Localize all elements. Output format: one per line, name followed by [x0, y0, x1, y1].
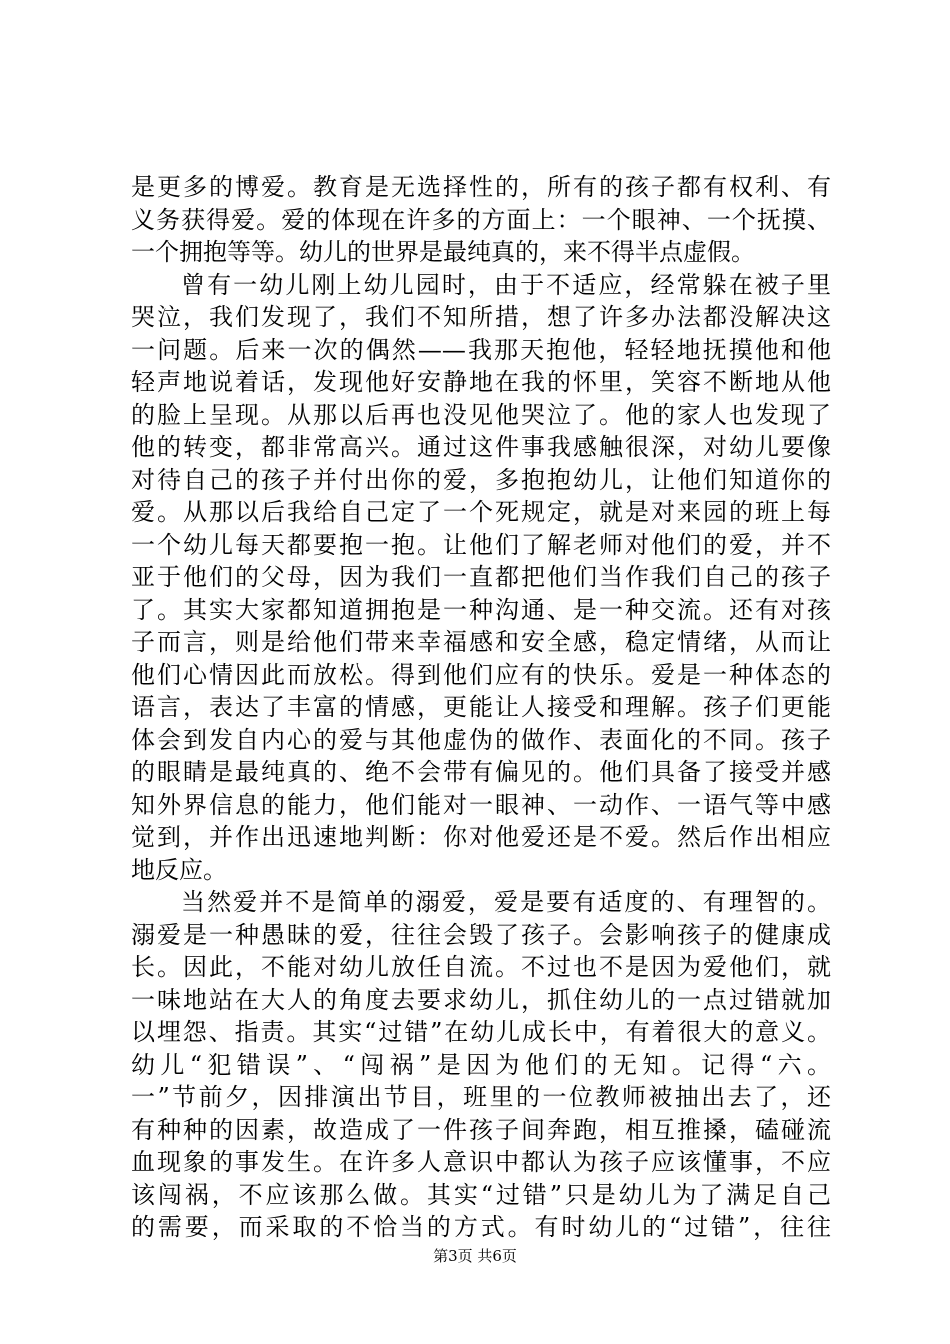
- text-line: 语言，表达了丰富的情感，更能让人接受和理解。孩子们更能: [131, 693, 831, 721]
- text-line: 爱。从那以后我给自己定了一个死规定，就是对来园的班上每: [131, 498, 831, 526]
- text-line: 的需要，而采取的不恰当的方式。有时幼儿的“过错”，往往: [131, 1213, 831, 1241]
- text-line: 对待自己的孩子并付出你的爱，多抱抱幼儿，让他们知道你的: [131, 465, 831, 494]
- text-line: 知外界信息的能力，他们能对一眼神、一动作、一语气等中感: [131, 790, 831, 819]
- text-line: 血现象的事发生。在许多人意识中都认为孩子应该懂事，不应: [131, 1148, 831, 1176]
- body-text: [131, 171, 831, 1244]
- text-line: 溺爱是一种愚昧的爱，往往会毁了孩子。会影响孩子的健康成: [131, 920, 831, 949]
- text-line: 义务获得爱。爱的体现在许多的方面上：一个眼神、一个抚摸、: [131, 205, 831, 234]
- text-line: 是更多的博爱。教育是无选择性的，所有的孩子都有权利、有: [131, 173, 831, 201]
- text-line: 该闯祸，不应该那么做。其实“过错”只是幼儿为了满足自己: [131, 1180, 831, 1209]
- text-line: 体会到发自内心的爱与其他虚伪的做作、表面化的不同。孩子: [131, 725, 831, 754]
- text-line: 长。因此，不能对幼儿放任自流。不过也不是因为爱他们，就: [131, 953, 831, 981]
- text-line: 他的转变，都非常高兴。通过这件事我感触很深，对幼儿要像: [131, 433, 831, 461]
- text-line: 子而言，则是给他们带来幸福感和安全感，稳定情绪，从而让: [131, 628, 831, 656]
- text-line: 有种种的因素，故造成了一件孩子间奔跑，相互推搡，磕碰流: [131, 1115, 831, 1144]
- text-line: 亚于他们的父母，因为我们一直都把他们当作我们自己的孩子: [131, 563, 831, 591]
- text-line: 一个拥抱等等。幼儿的世界是最纯真的，来不得半点虚假。: [131, 238, 755, 266]
- text-line: 一味地站在大人的角度去要求幼儿，抓住幼儿的一点过错就加: [131, 985, 831, 1014]
- text-line: 的眼睛是最纯真的、绝不会带有偏见的。他们具备了接受并感: [131, 758, 831, 786]
- text-line: 他们心情因此而放松。得到他们应有的快乐。爱是一种体态的: [131, 660, 831, 689]
- text-line: 曾有一幼儿刚上幼儿园时，由于不适应，经常躲在被子里: [181, 270, 831, 299]
- page-footer: 第3页 共6页: [433, 1247, 517, 1265]
- text-line: 哭泣，我们发现了，我们不知所措，想了许多办法都没解决这: [131, 303, 831, 331]
- text-line: 觉到，并作出迅速地判断：你对他爱还是不爱。然后作出相应: [131, 823, 831, 851]
- text-line: 一”节前夕，因排演出节目，班里的一位教师被抽出去了，还: [131, 1083, 831, 1111]
- text-line: 一个幼儿每天都要抱一抱。让他们了解老师对他们的爱，并不: [131, 530, 831, 559]
- text-line: 当然爱并不是简单的溺爱，爱是要有适度的、有理智的。: [181, 888, 831, 916]
- text-line: 轻声地说着话，发现他好安静地在我的怀里，笑容不断地从他: [131, 368, 831, 396]
- text-line: 的脸上呈现。从那以后再也没见他哭泣了。他的家人也发现了: [131, 400, 831, 429]
- text-line: 地反应。: [131, 855, 227, 884]
- text-line: 幼儿“犯错误”、“闯祸”是因为他们的无知。记得“六。: [131, 1050, 831, 1079]
- text-line: 一问题。后来一次的偶然——我那天抱他，轻轻地抚摸他和他: [131, 335, 831, 364]
- text-line: 以埋怨、指责。其实“过错”在幼儿成长中，有着很大的意义。: [131, 1018, 831, 1046]
- text-line: 了。其实大家都知道拥抱是一种沟通、是一种交流。还有对孩: [131, 595, 831, 624]
